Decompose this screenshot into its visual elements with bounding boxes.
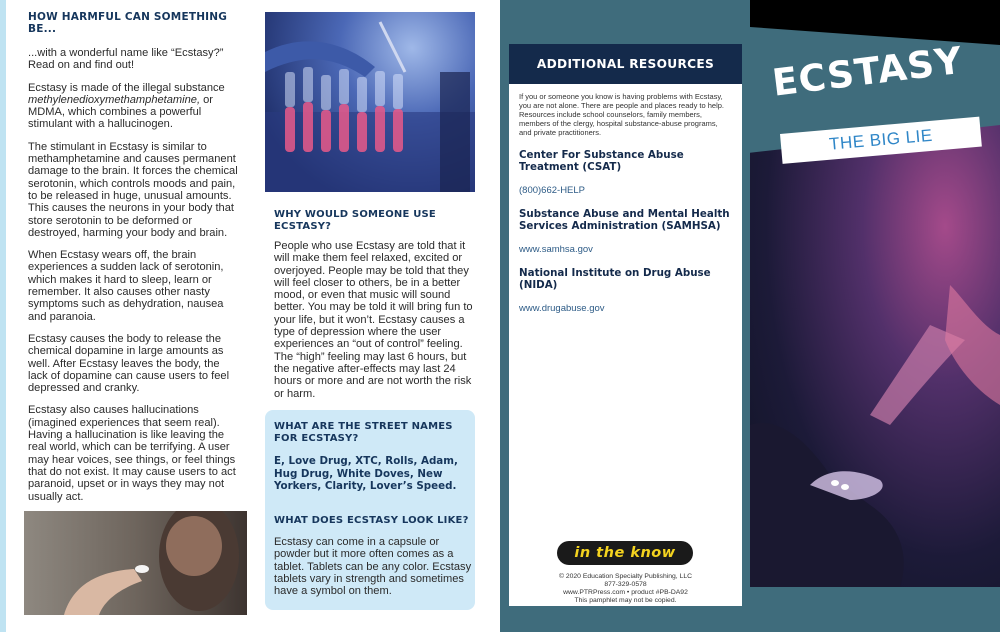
pill-photo (24, 511, 247, 615)
cover-title: ECSTASY (770, 38, 966, 105)
serotonin-paragraph: When Ecstasy wears off, the brain experiences a sudden lack of serotonin, which makes it hard to sleep, learn or remember. It also causes other nasty symptoms such as dehydration, nausea and paranoia. (28, 249, 224, 323)
org-csat-name: Center For Substance Abuse Treatment (CSAT) (519, 149, 684, 173)
mdma-chemical-name: methylenedioxymethamphetamine, (28, 93, 201, 106)
look-heading: WHAT DOES ECSTASY LOOK LIKE? (274, 515, 469, 526)
dopamine-paragraph: Ecstasy causes the body to release the chemical dopamine in large amounts as well. After Ecstasy leaves the body, the lack of dopamine can cause users to feel depressed and cranky. (28, 332, 230, 395)
cover-hands-photo (750, 125, 1000, 587)
cover-panel (750, 0, 1000, 632)
resources-intro: If you or someone you know is having problems with Ecstasy, you are not alone. There are people and places ready to help. Resources include school counselors, family members, members of the clergy, hospital substance-abuse programs, and private practitioners. (519, 92, 725, 137)
hallucinations-paragraph: Ecstasy also causes hallucinations (imagined experiences that seem real). Having a hallucination is like leaving the real world, which can be terrifying. A user may hear voices, see things, or feel things that do not exist. It may cause users to act paranoid, upset or in ways they may not usually act. (28, 404, 236, 503)
phone-line: 877-329-0578 (604, 581, 647, 588)
cover-subtitle: THE BIG LIE (780, 117, 982, 164)
copyright-block (509, 573, 742, 605)
intro-paragraph: ...with a wonderful name like “Ecstasy?” Read on and find out! (28, 47, 224, 72)
street-names-list: E, Love Drug, XTC, Rolls, Adam, Hug Drug, White Doves, New Yorkers, Clarity, Lover’s Speed. (274, 455, 458, 492)
test-tubes-image (265, 12, 475, 192)
org-samhsa-website: www.samhsa.gov (519, 244, 593, 255)
mdma-text-a: Ecstasy is made of the illegal substance (28, 81, 225, 94)
lab-test-tubes-photo (265, 12, 475, 192)
resources-card (509, 44, 742, 606)
org-csat-phone: (800)662-HELP (519, 185, 586, 196)
copyright-line: © 2020 Education Specialty Publishing, LLC (558, 573, 693, 580)
hands-exchanging-pills-image (750, 125, 1000, 587)
in-the-know-logo: in the know (557, 541, 693, 565)
harmful-heading: HOW HARMFUL CAN SOMETHING BE... (28, 11, 228, 35)
mdma-text-b: or MDMA, which combines a powerful stimulant with a hallucinogen. (28, 93, 214, 131)
street-names-heading: WHAT ARE THE STREET NAMES FOR ECSTASY? (274, 421, 453, 444)
website-line: www.PTRPress.com • product #PB-DA92 (563, 589, 688, 596)
stimulant-paragraph: The stimulant in Ecstasy is similar to methamphetamine and causes permanent damage to the brain. It forces the chemical serotonin, which controls moods and pain, to be released in huge, unusual amounts. This causes the neurons in your body that store serotonin to be deformed or destroyed, harming your body and brain. (28, 140, 238, 239)
no-copy-line: This pamphlet may not be copied. (574, 597, 677, 604)
look-paragraph: Ecstasy can come in a capsule or powder but it more often comes as a tablet. Tablets can be any color. Ecstasy tablets vary in strength and sometimes have a symbol on them. (274, 536, 472, 598)
org-nida-name: National Institute on Drug Abuse (NIDA) (519, 267, 711, 291)
why-heading: WHY WOULD SOMEONE USE ECSTASY? (274, 209, 436, 232)
org-samhsa-name: Substance Abuse and Mental Health Services Administration (SAMHSA) (519, 208, 730, 232)
org-nida-website: www.drugabuse.gov (519, 303, 605, 314)
hand-holding-pill-image (24, 511, 247, 615)
why-paragraph: People who use Ecstasy are told that it will make them feel relaxed, excited or overjoyed. People may be told that they will feel closer to others, be in a better mood, or even that music will sound better. You may be told it will bring fun to your life, but it won’t. Ecstasy causes a type of depression where the user experiences an “out of control” feeling. The “high” feeling may last 6 hours, but the negative after-effects may last 24 hours or more and are not worth the risk or harm. (274, 240, 473, 400)
mdma-paragraph (28, 82, 238, 131)
resources-header: ADDITIONAL RESOURCES (509, 44, 742, 84)
